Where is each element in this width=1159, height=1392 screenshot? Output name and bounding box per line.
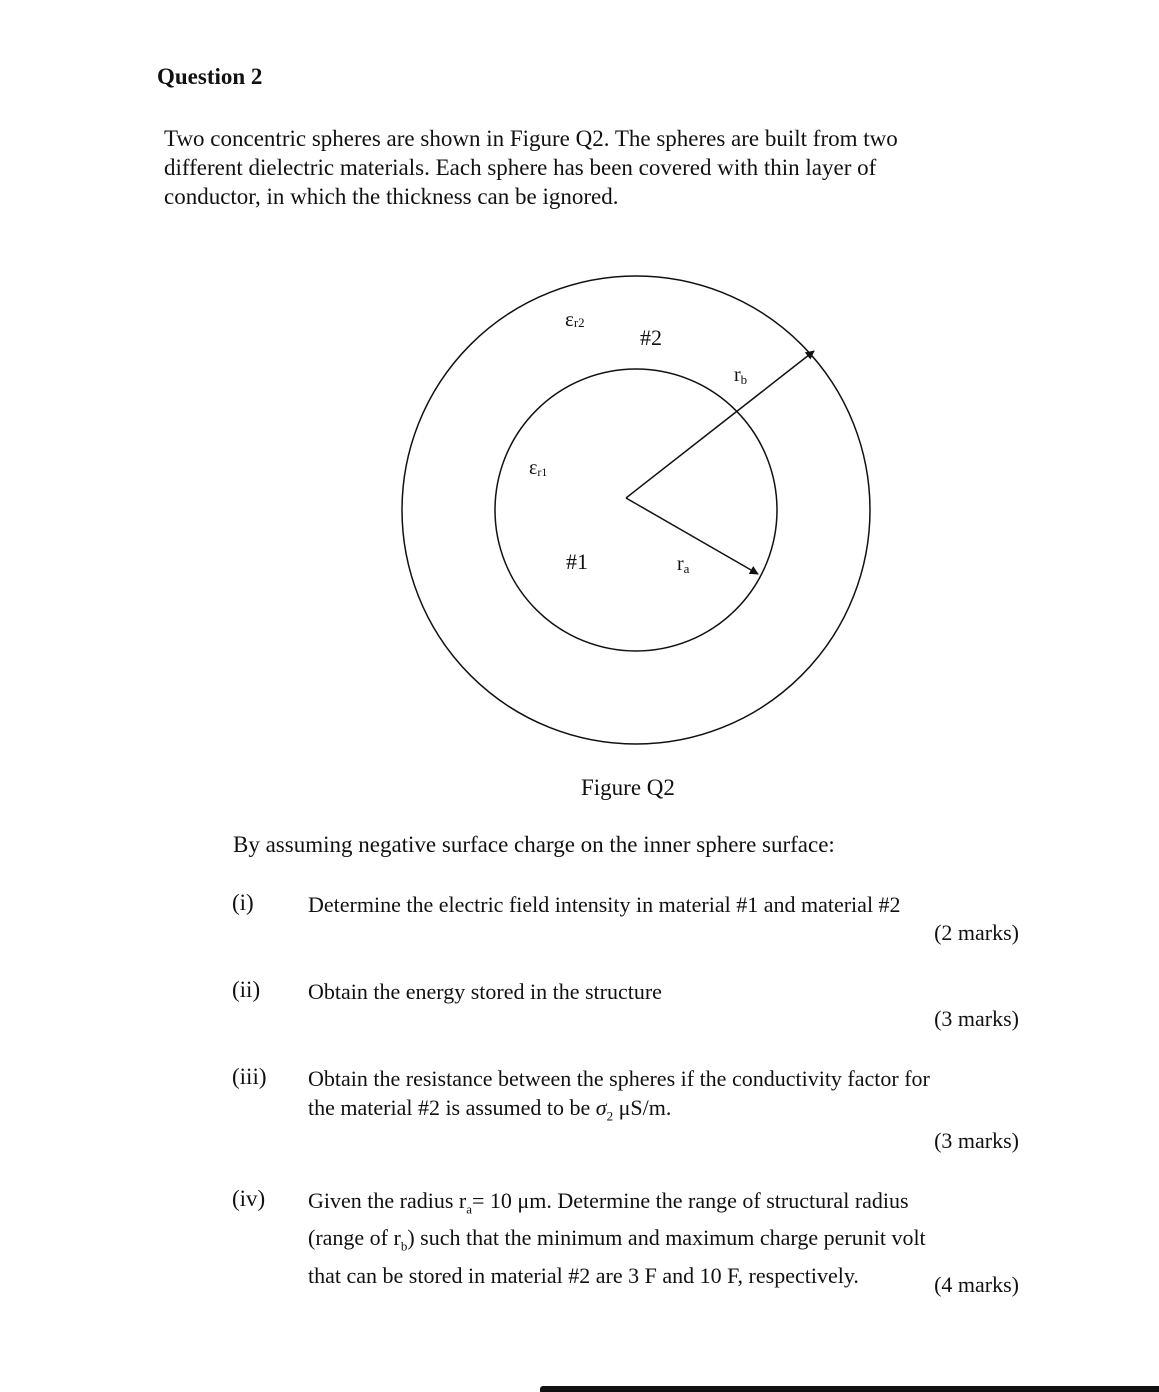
question-text-iv [308, 1186, 926, 1290]
outer-permittivity-label: εr2 [565, 307, 585, 331]
sigma-symbol: σ [595, 1095, 607, 1120]
question-number-iii: (iii) [232, 1064, 267, 1089]
outer-radius-arrow [626, 351, 814, 498]
outer-sphere [402, 276, 870, 744]
question-line: the material #2 is assumed to be $\sigma_2$ μS/m. [308, 1095, 672, 1124]
question-text-ii [308, 977, 662, 1006]
question-number-ii: (ii) [232, 977, 261, 1002]
question-number-i: (i) [232, 890, 254, 915]
outer-region-label: #2 [640, 325, 662, 350]
question-text-iii [308, 1064, 930, 1130]
inner-region-label: #1 [566, 549, 588, 574]
question-line: Given the radius $r_a= 10$ μm. Determine the range of structural radius [308, 1188, 909, 1217]
inner-permittivity-label: εr1 [529, 457, 548, 479]
inner-radius-arrow [626, 498, 758, 574]
figure-caption: Figure Q2 [581, 775, 675, 800]
question-line: (range of $r_b$) such that the minimum and maximum charge perunit volt [308, 1225, 926, 1254]
question-text-i [308, 890, 901, 919]
question-line: Obtain the resistance between the spheres if the conductivity factor for [308, 1066, 930, 1091]
marks-ii: (3 marks) [934, 1006, 1019, 1031]
outer-radius-label: rb [734, 364, 748, 387]
lead-sentence: By assuming negative surface charge on the inner sphere surface: [233, 832, 835, 857]
marks-i: (2 marks) [934, 920, 1019, 945]
question-heading: Question 2 [157, 64, 263, 89]
bottom-divider [540, 1386, 1159, 1392]
inner-radius-label: ra [677, 553, 690, 576]
question-number-iv: (iv) [232, 1186, 266, 1211]
marks-iii: (3 marks) [934, 1128, 1019, 1153]
intro-line: different dielectric materials. Each sphere has been covered with thin layer of [164, 155, 877, 180]
inner-sphere [495, 369, 777, 651]
question-line: Determine the electric field intensity in material #1 and material #2 [308, 892, 901, 917]
question-line: Obtain the energy stored in the structure [308, 979, 662, 1004]
intro-line: conductor, in which the thickness can be ignored. [164, 184, 619, 209]
marks-iv: (4 marks) [934, 1272, 1019, 1297]
question-line: that can be stored in material #2 are 3 F and 10 F, respectively. [308, 1262, 859, 1288]
intro-line: Two concentric spheres are shown in Figure Q2. The spheres are built from two [164, 126, 898, 151]
